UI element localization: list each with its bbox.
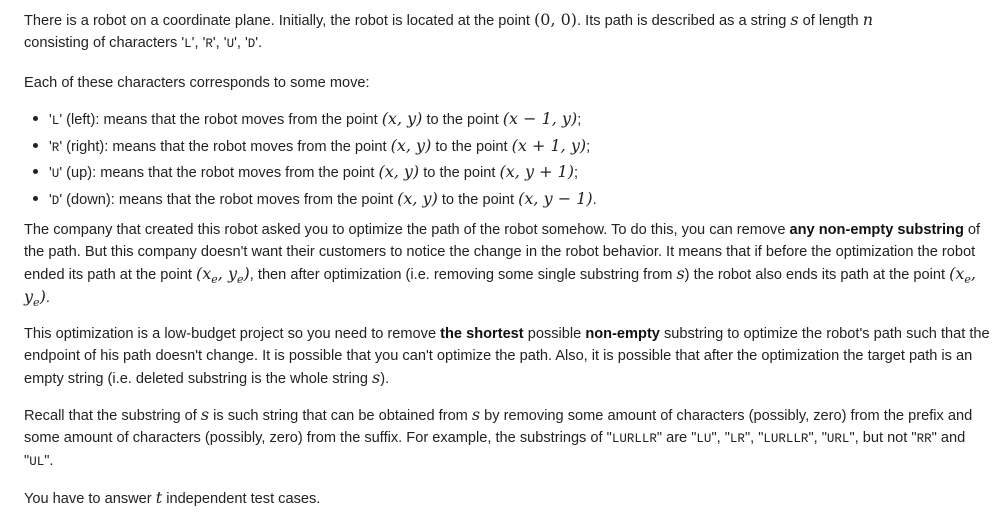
move-desc: ' (right): means that the robot moves from the point [59,138,391,155]
move-char: L [51,114,60,128]
var-n: n [862,10,874,29]
move-char: R [51,140,60,155]
example-string: RR [916,432,932,446]
p3-bold-1: any non-empty [789,222,894,238]
intro-end: '. [255,35,263,51]
intro-sep-2: ', ' [212,35,227,51]
origin-math: (0, 0) [534,10,578,29]
var-s: s [471,405,481,424]
substring-definition-paragraph [24,404,996,473]
p3-text-1: The company that created this robot asked you to optimize the path of the robot somehow. To do this, you can remove [24,222,790,238]
p3-text-4: ) the robot also ends its path at the point [684,267,950,283]
p3-text-3: , then after optimization (i.e. removing some single substring from [249,267,677,283]
p6-text-1: You have to answer [24,491,156,507]
move-to: (x − 1, y) [502,109,578,128]
p5-text-9: " and " [24,430,966,469]
move-mid: to the point [431,138,512,155]
move-from: (x, y) [390,135,432,155]
p5-text-10: ". [44,453,54,469]
p4-text-3: substring to optimize the robot's path such that the endpoint of his path doesn't change. It is possible that you can't optimize the path. Also, it is possible that after the optimization the target path is an empty string (i.e. deleted substring is the whole string [24,326,990,387]
test-cases-paragraph [24,487,996,510]
move-to: (x, y − 1) [518,188,593,208]
var-s: s [371,368,381,387]
move-end: . [592,191,597,208]
move-to: (x, y + 1) [499,162,574,181]
p3-text-2: of the path. But this company doesn't want their customers to notice the change in the robot behavior. It means that if before the optimization the robot ended its path at the point [24,222,981,283]
intro-paragraph [24,9,996,55]
p5-text-8: ", but not " [849,430,917,446]
p5-text-5: ", " [711,430,730,446]
example-string: LR [729,432,745,446]
p4-text-4: ). [380,371,390,387]
move-from: (x, y) [397,188,438,208]
move-from: (x, y) [378,162,420,181]
move-item-down: 'D' (down): means that the robot moves from the point (x, y) to the point (x, y − 1). [24,187,984,214]
intro-text-4: consisting of characters ' [24,35,185,51]
example-string: UL [29,455,45,469]
example-string: LU [696,432,712,446]
move-desc: ' (up): means that the robot moves from the point [59,165,379,181]
intro-text-3: of length [798,13,863,29]
move-char: D [51,193,60,208]
var-t: t [155,488,163,507]
move-end: ; [573,165,579,181]
p5-text-2: is such string that can be obtained from [209,408,472,424]
char-d: D [247,37,256,51]
example-string: LURLLR [763,432,809,446]
endpoint-math-1: ($x_e$, $y_e$) [196,264,250,287]
shortest-paragraph [24,323,996,390]
move-item-left: 'L' (left): means that the robot moves from the point (x, y) to the point (x − 1, y); [24,107,984,134]
p5-text-4: " are " [656,430,697,446]
char-r: R [205,37,213,51]
intro-text-1: There is a robot on a coordinate plane. Initially, the robot is located at the point [24,13,535,29]
p4-text-2: possible [523,326,586,342]
p3-text-5: . [45,290,50,306]
move-item-right: 'R' (right): means that the robot moves from the point (x, y) to the point (x + 1, y); [24,134,984,161]
moves-intro: Each of these characters corresponds to some move: [24,75,370,91]
p5-text-3: by removing some amount of characters (possibly, zero) from the prefix and some amount of characters (possibly, zero) from the suffix. For example, the substrings of " [24,408,973,446]
move-item-up: 'U' (up): means that the robot moves from the point (x, y) to the point (x, y + 1); [24,160,984,187]
endpoint-math-2: ($x_e$, $y_e$) [24,264,977,310]
p5-text-1: Recall that the substring of [24,408,201,424]
intro-sep-3: ', ' [234,35,248,51]
move-char: U [51,167,60,181]
move-end: ; [586,138,591,155]
intro-sep-1: ', ' [191,35,206,51]
intro-text-2: . Its path is described as a string [577,13,791,29]
move-from: (x, y) [381,109,423,128]
move-end: ; [577,112,582,128]
var-s: s [790,10,799,29]
p4-bold-1: the shortest [440,326,524,342]
char-u: U [226,37,235,51]
char-l: L [184,37,192,51]
move-mid: to the point [419,165,500,181]
optimization-paragraph [24,219,996,309]
p3-bold-2: substring [897,222,964,238]
p4-text-1: This optimization is a low-budget project so you need to remove [24,326,441,342]
var-s: s [676,264,685,283]
p5-text-6: ", " [744,430,764,446]
p5-text-7: ", " [808,430,827,446]
var-s: s [200,405,210,424]
p6-text-2: independent test cases. [162,491,321,507]
move-desc: ' (left): means that the robot moves from the point [59,112,382,128]
move-to: (x + 1, y) [511,135,587,155]
move-mid: to the point [437,191,519,208]
example-string: LURLLR [611,432,657,446]
moves-list [24,107,984,213]
example-string: URL [826,432,850,446]
move-desc: ' (down): means that the robot moves from the point [59,191,398,208]
move-mid: to the point [422,112,503,128]
p4-bold-2: non-empty [585,326,660,342]
